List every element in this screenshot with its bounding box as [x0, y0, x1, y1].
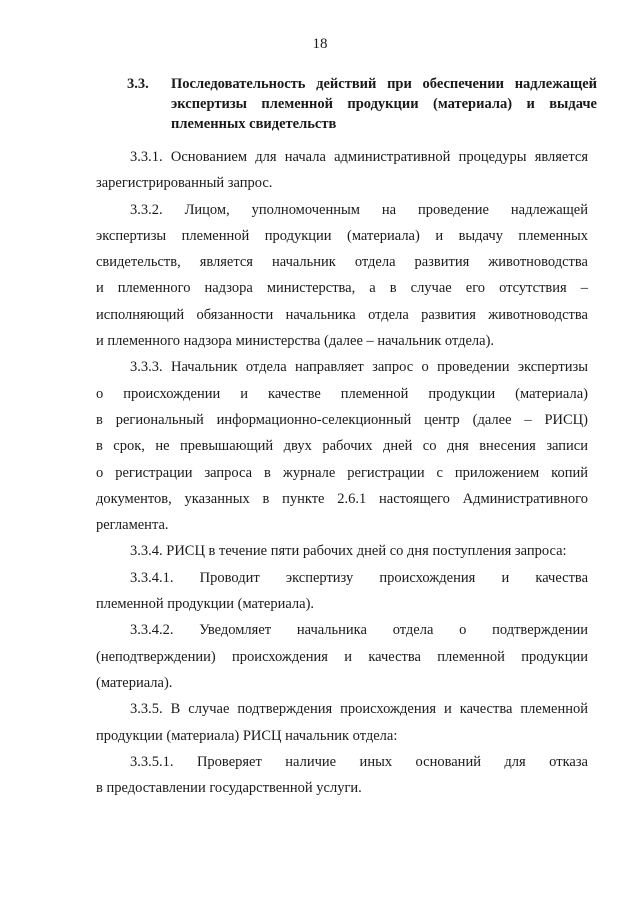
section-title: [171, 74, 597, 134]
text-line: 3.3.4.2. Уведомляет начальника отдела о подтверждении: [130, 622, 588, 639]
text-line: продукции (материала) РИСЦ начальник отдела:: [96, 727, 398, 744]
text-line: зарегистрированный запрос.: [96, 175, 273, 192]
text-line: свидетельств, является начальник отдела развития животноводства: [96, 254, 588, 271]
text-line: племенной продукции (материала).: [96, 596, 315, 613]
text-line: в региональный информационно-селекционный центр (далее – РИСЦ): [96, 411, 588, 428]
text-line: документов, указанных в пункте 2.6.1 настоящего Административного: [96, 490, 588, 507]
text-line: экспертизы племенной продукции (материала) и выдачу племенных: [96, 227, 588, 244]
text-line: 3.3.4. РИСЦ в течение пяти рабочих дней со дня поступления запроса:: [130, 543, 567, 560]
text-line: исполняющий обязанности начальника отдела развития животноводства: [96, 306, 588, 323]
text-line: (материала).: [96, 674, 173, 691]
page-number: 18: [312, 36, 328, 52]
text-line: и племенного надзора министерства (далее – начальник отдела).: [96, 333, 495, 350]
text-line: и племенного надзора министерства, а в случае его отсутствия –: [96, 280, 588, 297]
text-line: 3.3.4.1. Проводит экспертизу происхождения и качества: [130, 569, 588, 586]
text-line: 3.3.3. Начальник отдела направляет запрос о проведении экспертизы: [130, 359, 588, 376]
section-title-line: Последовательность действий при обеспечении надлежащей: [171, 76, 597, 92]
text-line: 3.3.5.1. Проверяет наличие иных оснований для отказа: [130, 753, 588, 770]
text-line: регламента.: [96, 517, 169, 534]
section-title-line: племенных свидетельств: [171, 116, 337, 132]
text-line: о происхождении и качестве племенной продукции (материала): [96, 385, 588, 402]
text-line: в предоставлении государственной услуги.: [96, 780, 362, 797]
text-line: 3.3.1. Основанием для начала административной процедуры является: [130, 149, 588, 165]
section-title-line: экспертизы племенной продукции (материала) и выдаче: [171, 96, 597, 112]
body-text: [96, 144, 588, 801]
text-line: (неподтверждении) происхождения и качества племенной продукции: [96, 648, 588, 665]
text-line: в срок, не превышающий двух рабочих дней со дня внесения записи: [96, 438, 588, 455]
text-line: о регистрации запроса в журнале регистрации с приложением копий: [96, 464, 588, 481]
section-number: 3.3.: [127, 76, 149, 92]
text-line: 3.3.5. В случае подтверждения происхождения и качества племенной: [130, 701, 588, 718]
text-line: 3.3.2. Лицом, уполномоченным на проведение надлежащей: [130, 201, 588, 218]
